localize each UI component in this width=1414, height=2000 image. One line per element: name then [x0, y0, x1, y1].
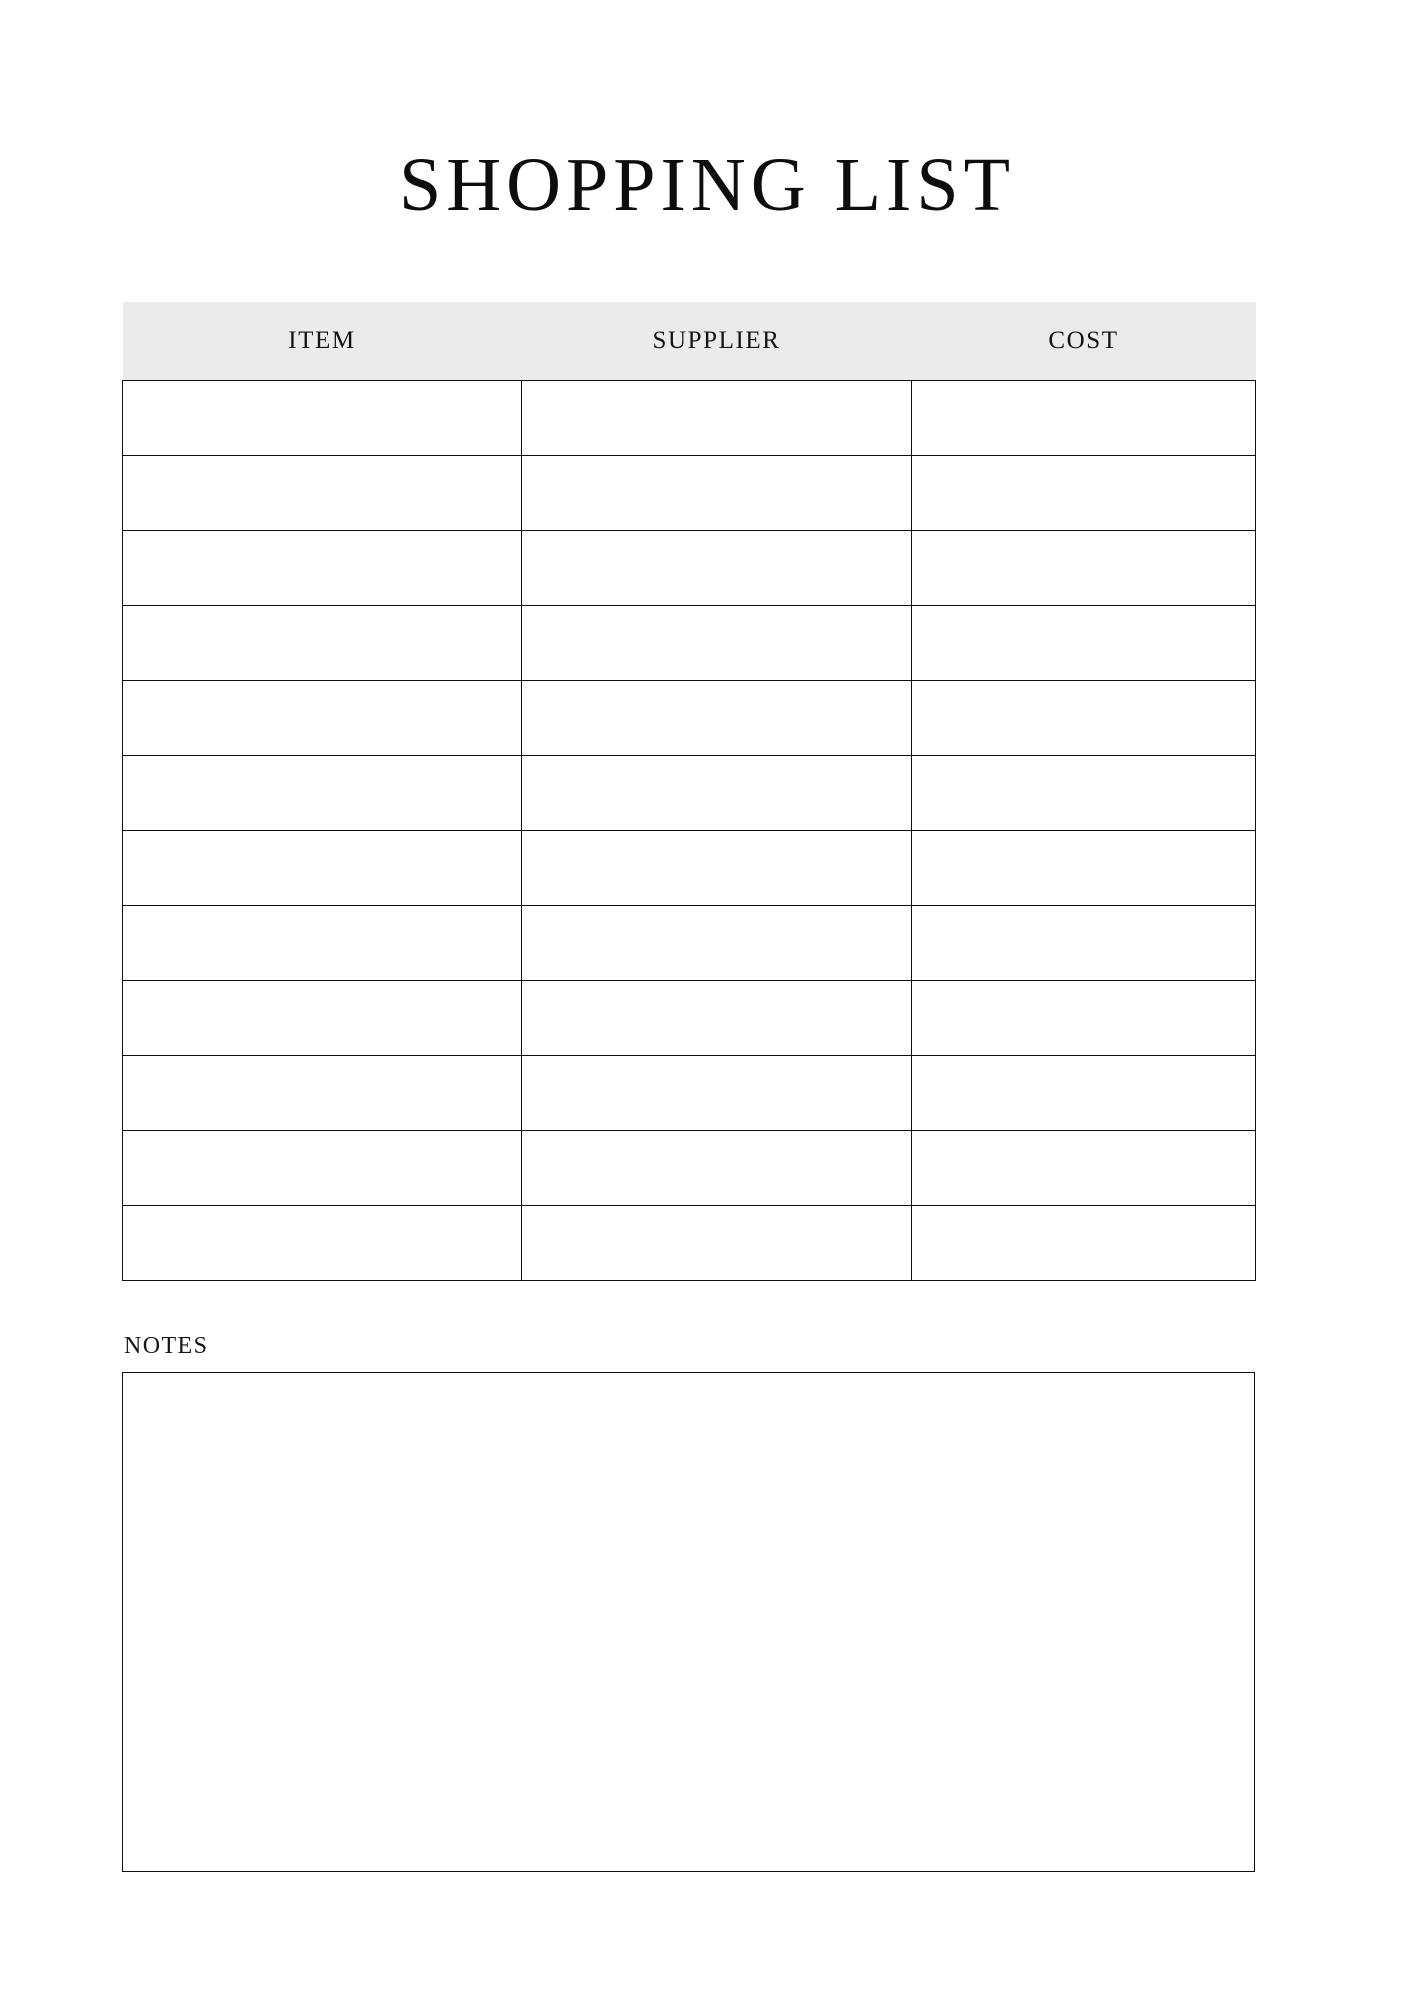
table-row [123, 456, 1256, 531]
table-cell-cost[interactable] [912, 981, 1256, 1056]
table-cell-cost[interactable] [912, 456, 1256, 531]
table-cell-cost[interactable] [912, 531, 1256, 606]
table-cell-supplier[interactable] [522, 906, 912, 981]
column-header-cost: COST [912, 302, 1256, 381]
shopping-list-table [122, 302, 1256, 1281]
table-cell-cost[interactable] [912, 906, 1256, 981]
table-cell-item[interactable] [123, 531, 522, 606]
table-cell-item[interactable] [123, 981, 522, 1056]
table-cell-supplier[interactable] [522, 1206, 912, 1281]
table-row [123, 1056, 1256, 1131]
column-header-item: ITEM [123, 302, 522, 381]
table-cell-cost[interactable] [912, 681, 1256, 756]
table-cell-cost[interactable] [912, 1056, 1256, 1131]
page-title: SHOPPING LIST [398, 142, 1016, 227]
table-cell-item[interactable] [123, 681, 522, 756]
table-cell-supplier[interactable] [522, 606, 912, 681]
table-cell-item[interactable] [123, 831, 522, 906]
table-cell-supplier[interactable] [522, 1131, 912, 1206]
table-cell-supplier[interactable] [522, 756, 912, 831]
table-cell-cost[interactable] [912, 1131, 1256, 1206]
table-row [123, 981, 1256, 1056]
table-cell-supplier[interactable] [522, 681, 912, 756]
table-cell-supplier[interactable] [522, 831, 912, 906]
table-cell-item[interactable] [123, 756, 522, 831]
table-cell-supplier[interactable] [522, 456, 912, 531]
table-cell-item[interactable] [123, 1206, 522, 1281]
notes-input[interactable] [123, 1373, 1254, 1871]
column-header-supplier: SUPPLIER [522, 302, 912, 381]
table-cell-supplier[interactable] [522, 1056, 912, 1131]
table-cell-item[interactable] [123, 1056, 522, 1131]
table-cell-cost[interactable] [912, 831, 1256, 906]
table-row [123, 756, 1256, 831]
table-row [123, 531, 1256, 606]
table-body [123, 381, 1256, 1281]
notes-box[interactable] [122, 1372, 1255, 1872]
table-cell-item[interactable] [123, 1131, 522, 1206]
table-cell-item[interactable] [123, 381, 522, 456]
table-cell-supplier[interactable] [522, 381, 912, 456]
table-cell-item[interactable] [123, 906, 522, 981]
table-cell-cost[interactable] [912, 606, 1256, 681]
table-header-row [123, 302, 1256, 381]
table-row [123, 381, 1256, 456]
table-header [123, 302, 1256, 381]
notes-label: NOTES [124, 1333, 209, 1359]
table-cell-cost[interactable] [912, 756, 1256, 831]
table-cell-cost[interactable] [912, 381, 1256, 456]
table-row [123, 831, 1256, 906]
table-cell-cost[interactable] [912, 1206, 1256, 1281]
table-cell-supplier[interactable] [522, 981, 912, 1056]
table-cell-supplier[interactable] [522, 531, 912, 606]
table-cell-item[interactable] [123, 606, 522, 681]
table-row [123, 681, 1256, 756]
table-cell-item[interactable] [123, 456, 522, 531]
table-row [123, 1206, 1256, 1281]
shopping-list-table-wrapper [122, 302, 1255, 1281]
table-row [123, 906, 1256, 981]
table-row [123, 606, 1256, 681]
table-row [123, 1131, 1256, 1206]
